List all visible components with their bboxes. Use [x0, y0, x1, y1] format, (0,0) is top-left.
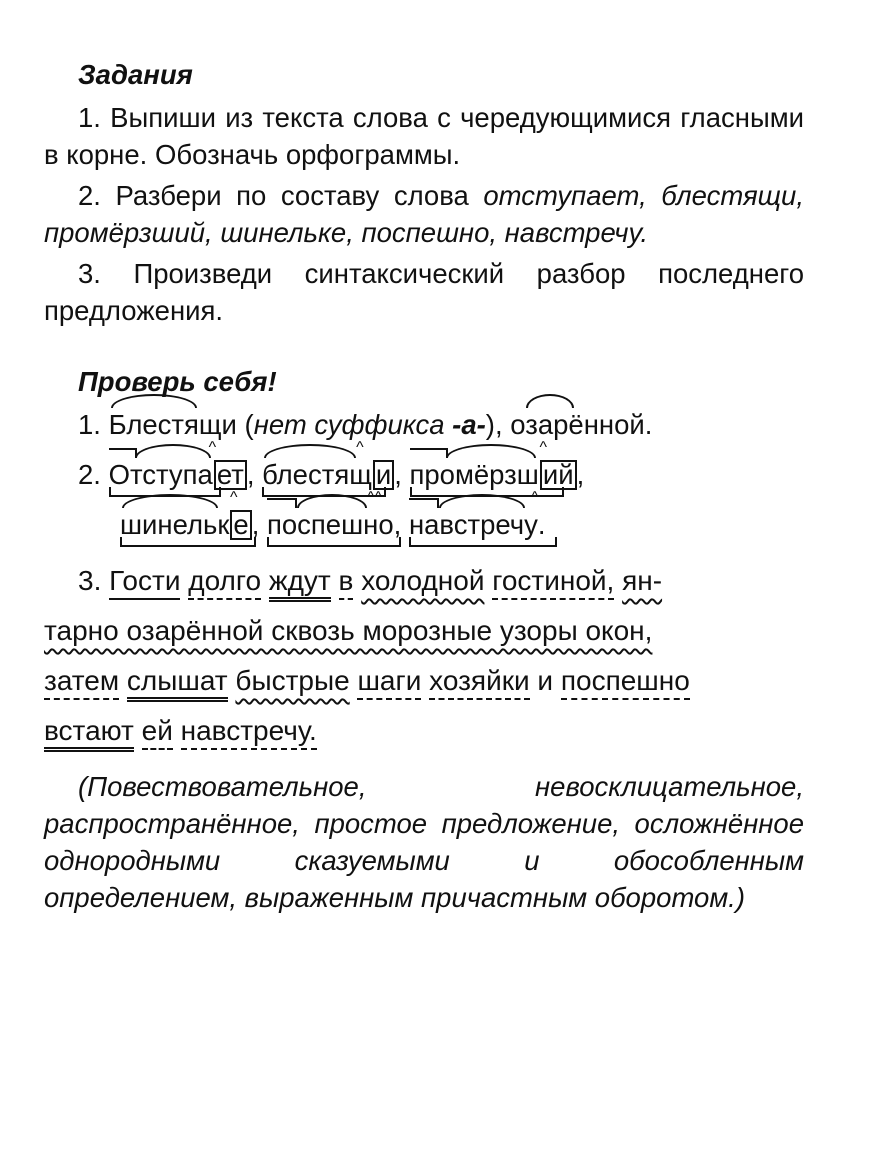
check-3-number: 3. [78, 565, 102, 596]
sentence-line-3 [44, 656, 804, 706]
attribute: ян- [622, 565, 663, 596]
task-3: 3. Произведи синтаксический разбор последнего предложения. [44, 258, 804, 326]
check-2-number: 2. [78, 459, 101, 490]
stem-bracket [267, 537, 401, 547]
attribute: холодной [361, 565, 485, 596]
check-heading: Проверь себя! [78, 366, 277, 397]
adverbial: долго [188, 565, 261, 600]
task-1: 1. Выпиши из текста слова с чередующимися гласными в корне. Обозначь орфограммы. [44, 102, 804, 170]
suffix-mark: ^ [230, 489, 238, 506]
check-1-word-1: Блестящи [109, 406, 237, 443]
task-2-words: отступает, блестящи, промёрзший, шинельке, поспешно, навстречу. [44, 180, 804, 248]
check-2-word-2: блестящ и ^ [262, 456, 394, 493]
ending-box: и [373, 460, 394, 490]
stem-bracket [409, 537, 557, 547]
task-2-text: 2. Разбери по составу слова [78, 180, 484, 211]
check-1-note: нет суффикса [253, 409, 453, 440]
sentence-line-1 [44, 556, 804, 606]
task-2 [44, 177, 804, 251]
suffix-mark: ^ [208, 439, 217, 456]
ending-box: ий [540, 460, 577, 490]
sentence-line-4 [44, 706, 804, 756]
object: хозяйки [429, 665, 529, 700]
adverbial-prep: в [339, 565, 354, 600]
subject: Гости [109, 565, 180, 600]
check-2-word-3: промёрзш ий ^ [410, 456, 577, 493]
ending-box: ет [214, 460, 247, 490]
sentence-line-2 [44, 606, 804, 656]
adverbial: поспешно [561, 665, 690, 700]
predicate: ждут [269, 565, 331, 602]
adverbial: затем [44, 665, 119, 700]
attribute: быстрые [235, 665, 350, 696]
stem-bracket [120, 537, 256, 547]
check-1-number: 1. [78, 409, 101, 440]
prefix-mark [410, 448, 448, 458]
adverbial: навстречу. [181, 715, 317, 750]
predicate: слышат [127, 665, 228, 702]
sentence-analysis: (Повествовательное, невосклицательное, распространённое, простое предложение, осложнённое однородными сказуемыми и обособленным определением, выраженным причастным оборотом.) [44, 771, 804, 913]
suffix-mark: ^^ [366, 489, 382, 506]
predicate: встают [44, 715, 134, 752]
prefix-mark [409, 498, 439, 508]
conjunction: и [537, 665, 554, 696]
check-2-word-6: навстречу ^ [409, 506, 538, 543]
participial-phrase: тарно озарённой сквозь морозные узоры окон, [44, 615, 653, 646]
check-3-sentence [44, 556, 804, 756]
check-2-word-5: поспешно ^^ [267, 506, 394, 543]
check-1-suffix: -а- [452, 409, 486, 440]
prefix-mark [267, 498, 297, 508]
object: шаги [357, 665, 421, 700]
check-2-word-1: Отступа ет ^ [109, 456, 247, 493]
check-2-row-2: шинельк е ^ , поспешно ^^ , навстречу ^ . [44, 506, 804, 556]
ending-box: е [230, 510, 251, 540]
suffix-mark: ^ [539, 439, 548, 456]
prefix-mark [109, 448, 137, 458]
suffix-mark: ^ [530, 489, 539, 506]
check-1: 1. Блестящи (нет суффикса -а-), озарённой. [44, 406, 804, 456]
exercise-page [44, 56, 804, 916]
check-2-word-4: шинельк е ^ [120, 506, 252, 543]
tasks-heading: Задания [78, 59, 193, 90]
check-1-word-2: озарённой. [510, 406, 652, 443]
object: ей [142, 715, 173, 750]
adverbial: гостиной, [492, 565, 614, 600]
check-2-row-1: 2. Отступа ет ^ , блестящ и ^ , промёрзш ий ^ , [44, 456, 804, 506]
suffix-mark: ^ [356, 439, 364, 456]
